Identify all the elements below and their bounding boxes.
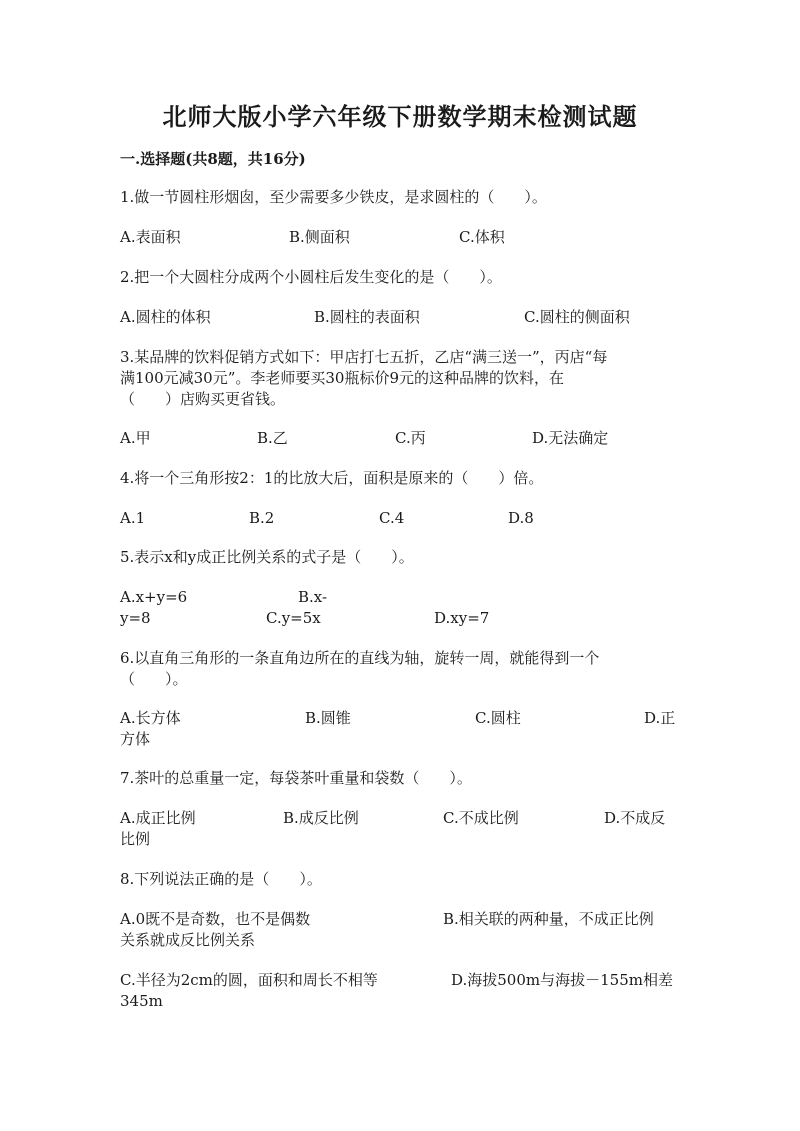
option-c: C.体积 (459, 228, 505, 246)
option-b-line-2: y=8 (120, 609, 151, 627)
page-title: 北师大版小学六年级下册数学期末检测试题 (162, 102, 638, 131)
question-3-line-1: 3.某品牌的饮料促销方式如下：甲店打七五折，乙店“满三送一”，丙店“每 (120, 348, 608, 366)
option-a: A.x+y=6 (120, 588, 188, 606)
option-d-line-1: D.正 (644, 709, 676, 727)
option-d-line-1: D.不成反 (604, 809, 666, 827)
option-c: C.圆柱的侧面积 (524, 308, 630, 326)
question-6 (120, 648, 680, 690)
question-7-options (0, 808, 800, 856)
question-8-options-row-1 (0, 909, 800, 957)
option-c: C.半径为2cm的圆，面积和周长不相等 (120, 971, 378, 989)
option-d-line-1: D.海拔500m与海拔－155m相差 (451, 971, 673, 989)
option-b: B.圆锥 (305, 709, 351, 727)
option-d: D.无法确定 (532, 429, 609, 447)
option-d-line-2: 方体 (120, 730, 151, 748)
option-b: B.乙 (257, 429, 288, 447)
option-b-line-1: B.相关联的两种量，不成正比例 (443, 910, 654, 928)
option-a: A.长方体 (120, 709, 181, 727)
option-c: C.圆柱 (475, 709, 521, 727)
question-5-options (0, 587, 800, 635)
section-heading: 一.选择题(共8题，共16分) (120, 150, 306, 168)
option-c: C.丙 (395, 429, 426, 447)
option-c: C.y=5x (266, 609, 321, 627)
question-3-line-2: 满100元减30元”。李老师要买30瓶标价9元的这种品牌的饮料，在 (120, 369, 565, 387)
option-d-line-2: 345m (120, 992, 163, 1010)
question-3 (120, 347, 680, 410)
question-8: 8.下列说法正确的是（ ）。 (120, 870, 322, 888)
question-6-line-2: （ ）。 (120, 670, 188, 688)
option-a: A.1 (120, 509, 146, 527)
option-b: B.成反比例 (283, 809, 359, 827)
question-5: 5.表示x和y成正比例关系的式子是（ ）。 (120, 548, 414, 566)
option-b-line-2: 关系就成反比例关系 (120, 931, 256, 949)
option-b: B.侧面积 (289, 228, 350, 246)
option-c: C.不成比例 (443, 809, 519, 827)
option-d: D.xy=7 (434, 609, 490, 627)
question-8-options-row-2 (0, 970, 800, 1018)
option-b: B.圆柱的表面积 (314, 308, 420, 326)
option-d: D.8 (508, 509, 534, 527)
option-b: B.2 (249, 509, 275, 527)
question-6-options (0, 708, 800, 756)
question-2: 2.把一个大圆柱分成两个小圆柱后发生变化的是（ ）。 (120, 268, 502, 286)
option-a: A.甲 (120, 429, 151, 447)
question-1: 1.做一节圆柱形烟囱，至少需要多少铁皮，是求圆柱的（ ）。 (120, 188, 547, 206)
question-7: 7.茶叶的总重量一定，每袋茶叶重量和袋数（ ）。 (120, 769, 472, 787)
option-a: A.表面积 (120, 228, 181, 246)
option-d-line-2: 比例 (120, 830, 151, 848)
option-b-line-1: B.x- (298, 588, 328, 606)
question-4: 4.将一个三角形按2：1的比放大后，面积是原来的（ ）倍。 (120, 469, 544, 487)
option-a: A.圆柱的体积 (120, 308, 211, 326)
option-c: C.4 (379, 509, 405, 527)
question-3-line-3: （ ）店购买更省钱。 (120, 390, 286, 408)
option-a: A.0既不是奇数，也不是偶数 (120, 910, 311, 928)
question-6-line-1: 6.以直角三角形的一条直角边所在的直线为轴，旋转一周，就能得到一个 (120, 649, 600, 667)
option-a: A.成正比例 (120, 809, 196, 827)
